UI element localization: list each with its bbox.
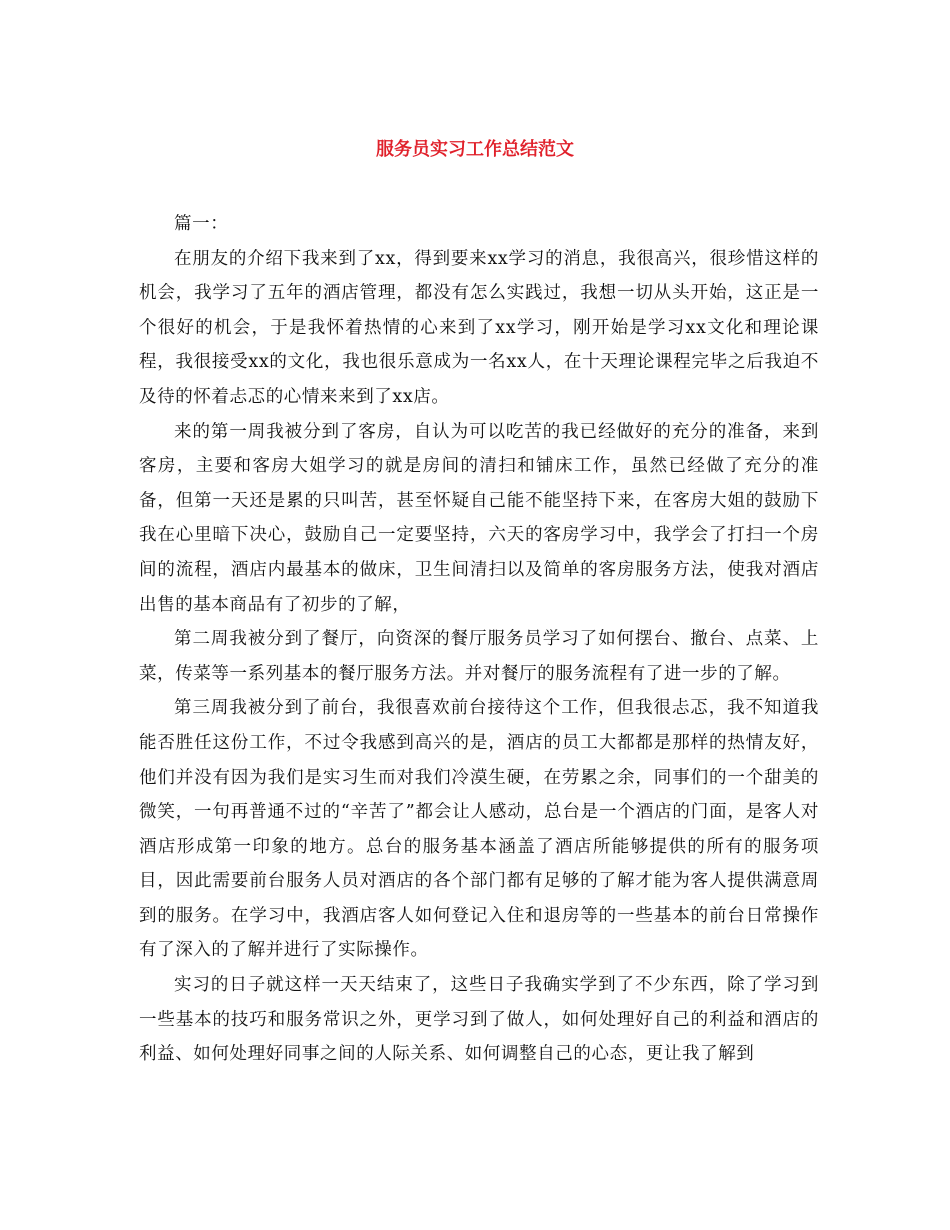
section-heading: 篇一： xyxy=(174,214,229,234)
paragraph-week-two: 第二周我被分到了餐厅，向资深的餐厅服务员学习了如何摆台、撤台、点菜、上菜，传菜等一系列基本的餐厅服务方法。并对餐厅的服务流程有了进一步的了解。 xyxy=(139,629,819,684)
document-body xyxy=(139,207,819,1072)
paragraph-week-three: 第三周我被分到了前台，我很喜欢前台接待这个工作，但我很忐忑，我不知道我能否胜任这份工作，不过令我感到高兴的是，酒店的员工大都都是那样的热情友好，他们并没有因为我们是实习生而对我们冷漠生硬，在劳累之余，同事们的一个甜美的微笑，一句再普通不过的“辛苦了”都会让人感动，总台是一个酒店的门面，是客人对酒店形成第一印象的地方。总台的服务基本涵盖了酒店所能够提供的所有的服务项目，因此需要前台服务人员对酒店的各个部门都有足够的了解才能为客人提供满意周到的服务。在学习中，我酒店客人如何登记入住和退房等的一些基本的前台日常操作有了深入的了解并进行了实际操作。 xyxy=(139,698,819,961)
paragraph-week-one: 来的第一周我被分到了客房，自认为可以吃苦的我已经做好的充分的准备，来到客房，主要和客房大姐学习的就是房间的清扫和铺床工作，虽然已经做了充分的准备，但第一天还是累的只叫苦，甚至怀疑自己能不能坚持下来，在客房大姐的鼓励下我在心里暗下决心，鼓励自己一定要坚持，六天的客房学习中，我学会了打扫一个房间的流程，酒店内最基本的做床，卫生间清扫以及简单的客房服务方法，使我对酒店出售的基本商品有了初步的了解， xyxy=(139,421,819,615)
paragraph-conclusion: 实习的日子就这样一天天结束了，这些日子我确实学到了不少东西，除了学习到一些基本的技巧和服务常识之外，更学习到了做人，如何处理好自己的利益和酒店的利益、如何处理好同事之间的人际关系、如何调整自己的心态，更让我了解到 xyxy=(139,975,819,1065)
document-title: 服务员实习工作总结范文 xyxy=(376,139,574,160)
paragraph-intro: 在朋友的介绍下我来到了xx，得到要来xx学习的消息，我很高兴，很珍惜这样的机会，我学习了五年的酒店管理，都没有怎么实践过，我想一切从头开始，这正是一个很好的机会，于是我怀着热情的心来到了xx学习，刚开始是学习xx文化和理论课程，我很接受xx的文化，我也很乐意成为一名xx人，在十天理论课程完毕之后我迫不及待的怀着忐忑的心情来来到了xx店。 xyxy=(139,248,819,407)
